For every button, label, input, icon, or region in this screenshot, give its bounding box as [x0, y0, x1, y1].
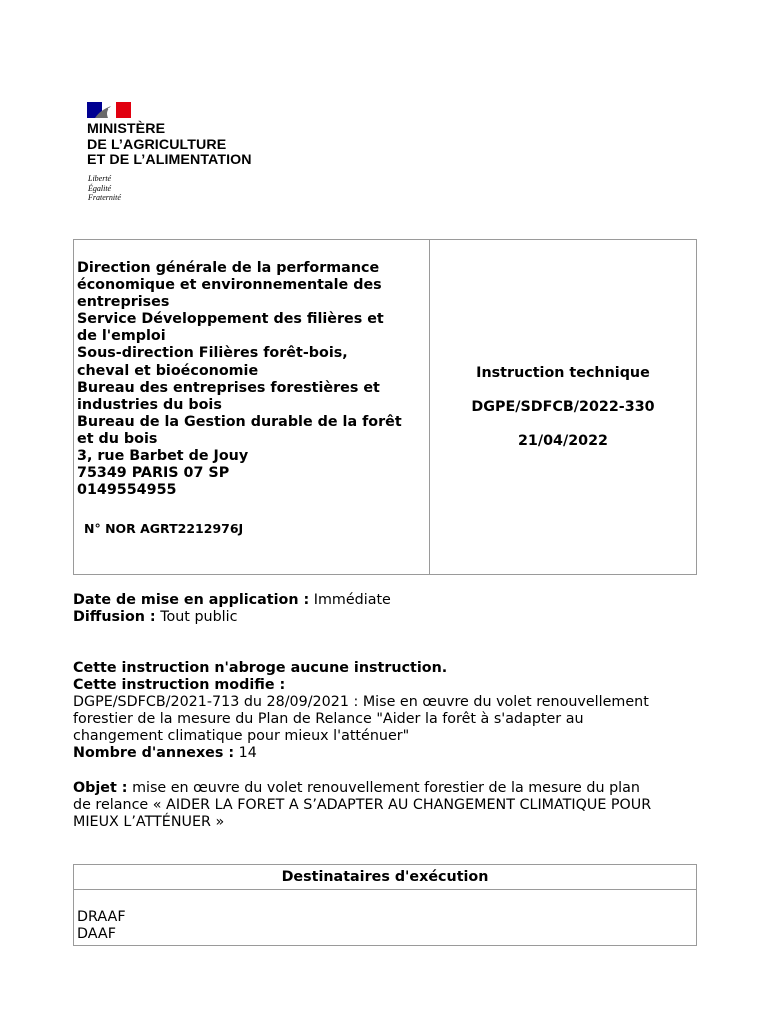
sender-cell — [74, 240, 430, 574]
address-line: 3, rue Barbet de Jouy — [77, 448, 249, 465]
document-date: 21/04/2022 — [517, 433, 609, 449]
address-line: de l'emploi — [77, 328, 166, 345]
annexes-value: 14 — [238, 745, 257, 761]
document-id-cell — [430, 240, 696, 574]
republic-motto — [88, 174, 121, 203]
diffusion-line — [73, 609, 703, 626]
application-date-value: Immédiate — [313, 592, 391, 608]
address-line: et du bois — [77, 430, 158, 447]
sender-address — [77, 260, 429, 499]
abroge-statement — [73, 660, 703, 677]
objet-line: MIEUX L’ATTÉNUER » — [73, 814, 225, 830]
application-date-line — [73, 592, 703, 609]
address-line: entreprises — [77, 294, 170, 311]
instruction-relations — [73, 660, 703, 762]
address-line: Bureau de la Gestion durable de la forêt — [77, 413, 402, 430]
address-line: industries du bois — [77, 396, 222, 413]
address-line: Direction générale de la performance — [77, 260, 380, 276]
modifie-line: forestier de la mesure du Plan de Relance "Aider la forêt à s'adapter au — [73, 711, 584, 727]
list-item: DRAAF — [77, 909, 126, 925]
document-reference: DGPE/SDFCB/2022-330 — [471, 399, 655, 415]
ministry-line: MINISTÈRE — [87, 121, 166, 137]
application-date-label: Date de mise en application : — [73, 592, 310, 608]
objet-section — [73, 780, 699, 831]
diffusion-value: Tout public — [160, 609, 238, 625]
modifie-line: changement climatique pour mieux l'atténuer" — [73, 728, 410, 744]
ministry-line: ET DE L’ALIMENTATION — [87, 152, 252, 169]
list-item: DAAF — [77, 926, 116, 942]
diffusion-label: Diffusion : — [73, 609, 156, 625]
address-line: 0149554955 — [77, 482, 177, 499]
objet-text: mise en œuvre du volet renouvellement forestier de la mesure du plan — [132, 780, 640, 796]
address-line: cheval et bioéconomie — [77, 362, 259, 379]
ministry-line: DE L’AGRICULTURE — [87, 136, 227, 153]
annexes-line — [73, 745, 703, 762]
modifie-line: DGPE/SDFCB/2021-713 du 28/09/2021 : Mise en œuvre du volet renouvellement — [73, 694, 649, 710]
address-line: 75349 PARIS 07 SP — [77, 465, 230, 482]
annexes-label: Nombre d'annexes : — [73, 745, 235, 761]
motto-line: Égalité — [88, 183, 112, 193]
destinataires-list — [77, 909, 126, 943]
nor-number: N° NOR AGRT2212976J — [84, 521, 244, 536]
application-info — [73, 592, 703, 626]
destinataires-title: Destinataires d'exécution — [74, 865, 696, 890]
abroge-text: Cette instruction n'abroge aucune instruction. — [73, 660, 448, 676]
address-line: Service Développement des filières et — [77, 311, 384, 328]
ministry-name — [87, 122, 347, 169]
motto-line: Liberté — [88, 174, 112, 183]
objet-label: Objet : — [73, 780, 128, 796]
address-line: économique et environnementale des — [77, 277, 382, 294]
modifie-heading — [73, 677, 703, 694]
motto-line: Fraternité — [88, 193, 121, 202]
destinataires-table — [73, 864, 697, 946]
address-line: Sous-direction Filières forêt-bois, — [77, 345, 348, 362]
objet-line: de relance « AIDER LA FORET A S’ADAPTER AU CHANGEMENT CLIMATIQUE POUR — [73, 797, 652, 813]
objet-line — [73, 780, 699, 797]
modifie-label: Cette instruction modifie : — [73, 677, 286, 693]
document-type: Instruction technique — [476, 365, 650, 381]
marianne-flag-icon — [87, 102, 131, 118]
address-line: Bureau des entreprises forestières et — [77, 379, 380, 396]
header-table — [73, 239, 697, 575]
